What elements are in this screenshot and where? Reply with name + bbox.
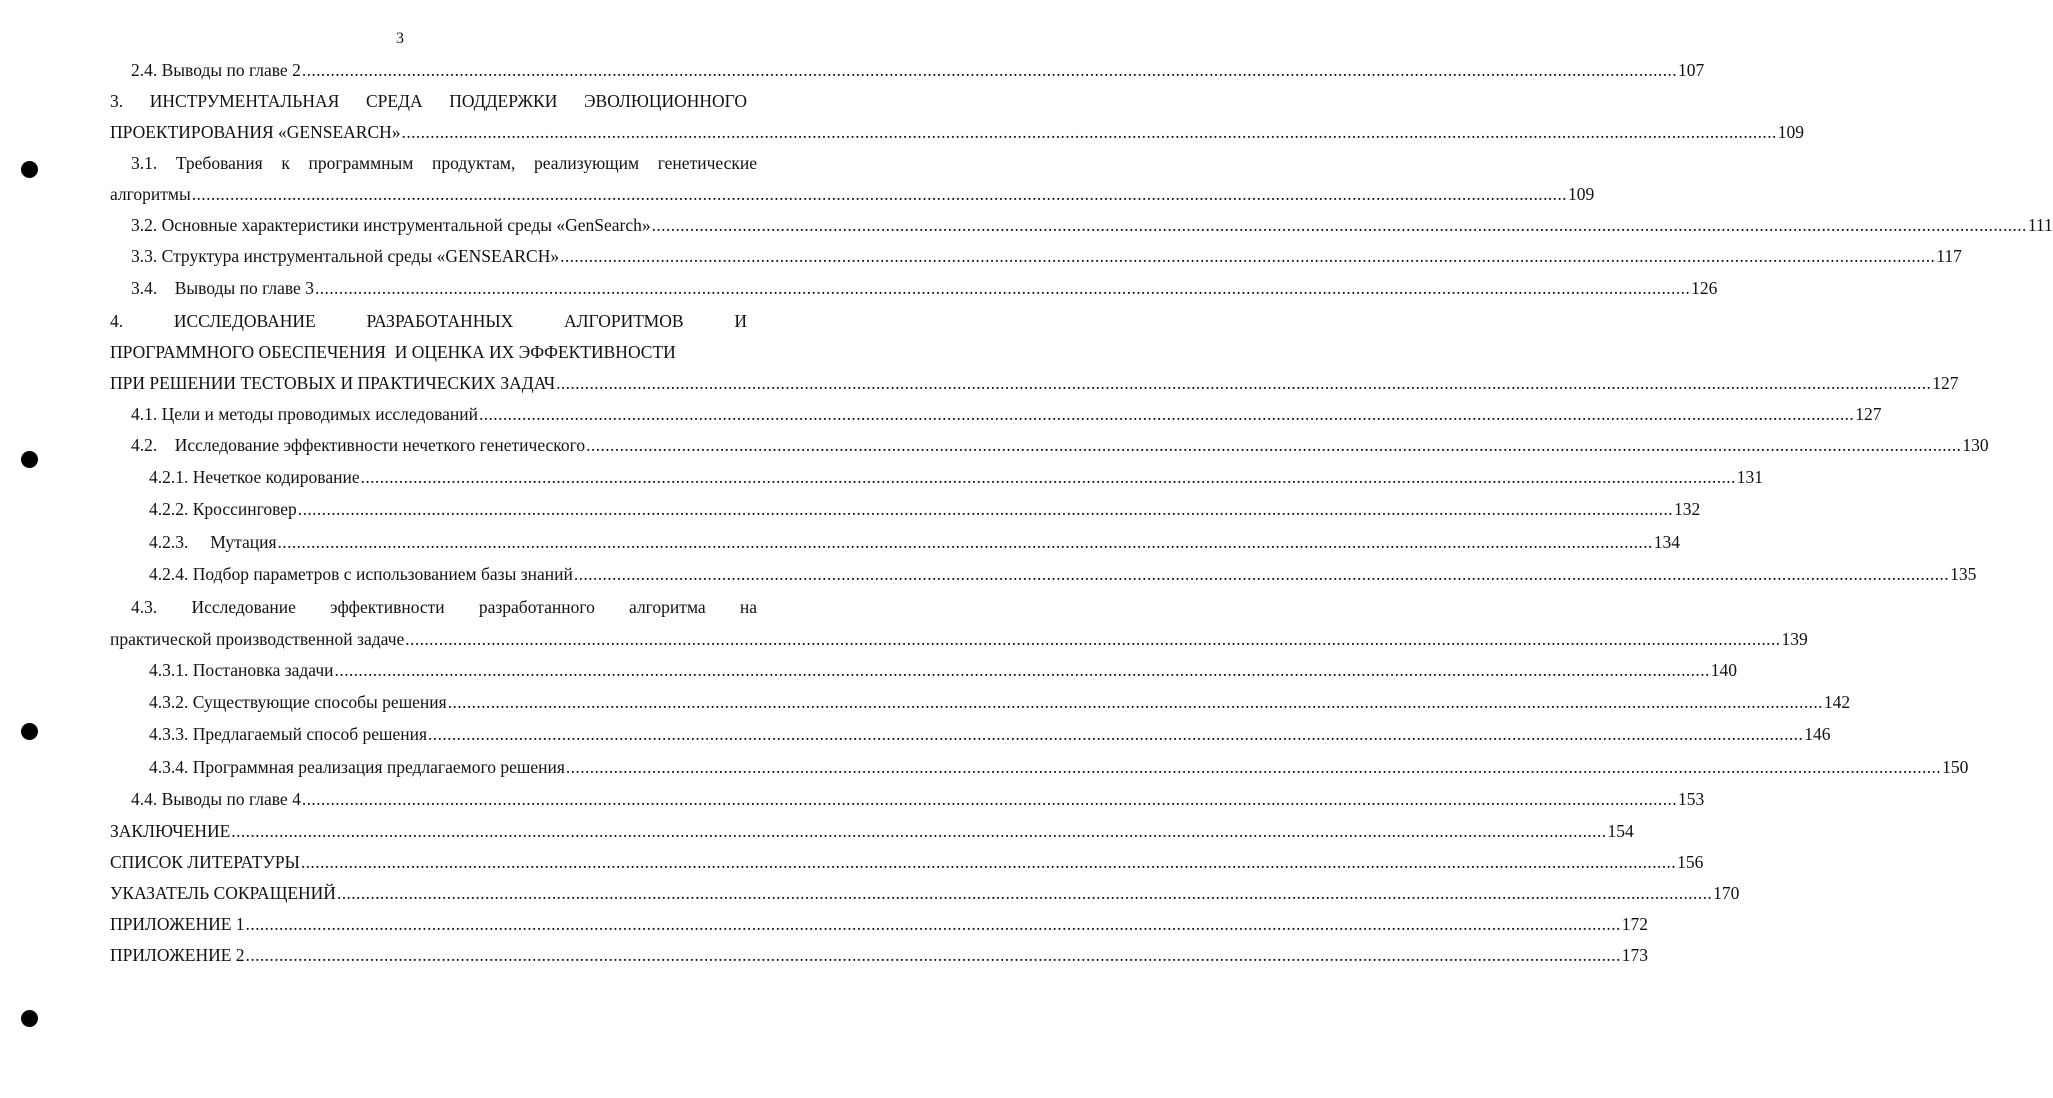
dot-leader [315,275,1690,301]
dot-leader [652,212,2027,238]
toc-entry-page: 132 [1674,499,1701,519]
toc-entry-number: 4.4. [131,789,158,809]
toc-entry-word: И [734,311,747,331]
toc-entry-title: Структура инструментальной среды «GENSEARCH» [161,246,560,266]
toc-entry-number: 4.3.4. [149,757,189,777]
toc-entry-title: Постановка задачи [192,660,334,680]
toc-entry-title: ПРОГРАММНОГО ОБЕСПЕЧЕНИЯ И ОЦЕНКА ИХ ЭФФЕКТИВНОСТИ [110,342,676,362]
toc-entry-page: 107 [1678,60,1705,80]
dot-leader [335,657,1710,683]
toc-entry [110,119,1804,145]
toc-entry-title: ПРИЛОЖЕНИЕ 2 [110,945,245,965]
toc-entry-page: 134 [1653,532,1680,552]
toc-entry-title: ПРОЕКТИРОВАНИЯ «GENSEARCH» [110,122,401,142]
toc-entry [149,496,1701,522]
toc-entry-number: 4.2.2. [149,499,189,519]
toc-entry-word: Требования [175,153,263,173]
toc-entry-word: к [281,153,290,173]
toc-entry-title: Мутация [210,532,277,552]
toc-entry-title: ПРИЛОЖЕНИЕ 1 [110,914,245,934]
dot-leader [556,370,1931,396]
toc-entry-word: Исследование [191,597,296,617]
toc-entry-word: разработанного [478,597,595,617]
toc-entry-page: 127 [1932,373,1959,393]
dot-leader [405,626,1780,652]
toc-entry-title: Нечеткое кодирование [192,467,360,487]
toc-entry-title: ПРИ РЕШЕНИИ ТЕСТОВЫХ И ПРАКТИЧЕСКИХ ЗАДАЧ [110,373,556,393]
toc-entry-title: Кроссинговер [192,499,297,519]
toc-entry-page: 131 [1736,467,1764,487]
toc-entry [149,529,1680,555]
toc-entry-page: 142 [1823,692,1851,712]
toc-entry-page: 130 [1962,435,1989,455]
dot-leader [574,561,1949,587]
dot-leader [428,721,1803,747]
toc-entry-word: генетические [657,153,757,173]
toc-entry [149,721,1831,747]
toc-entry-page: 154 [1607,821,1634,841]
toc-entry-word: реализующим [534,153,640,173]
toc-entry-word: ПОДДЕРЖКИ [449,91,558,111]
dot-leader [448,689,1823,715]
toc-entry-line [110,88,747,114]
toc-entry [149,464,1764,490]
toc-entry-title: практической производственной задаче [110,629,405,649]
toc-entry-number: 3.2. [131,215,158,235]
toc-entry-number: 3.4. [131,278,158,298]
toc-entry [131,432,1989,458]
toc-entry [110,181,1595,207]
dot-leader [479,401,1854,427]
toc-entry-title: Программная реализация предлагаемого решения [192,757,565,777]
toc-entry-word: эффективности [330,597,445,617]
toc-entry-title: Цели и методы проводимых исследований [161,404,478,424]
toc-entry [149,561,1977,587]
dot-leader [586,432,1961,458]
toc-entry-page: 146 [1804,724,1831,744]
toc-entry-number: 4.2. [131,435,158,455]
toc-entry-title: ЗАКЛЮЧЕНИЕ [110,821,231,841]
toc-entry-word: на [739,597,757,617]
toc-entry [131,243,1962,269]
toc-entry-number: 3. [110,91,124,111]
dot-leader [337,880,1712,906]
toc-entry [131,212,2053,238]
toc-entry-page: 172 [1621,914,1648,934]
toc-entry-title: Выводы по главе 4 [161,789,301,809]
toc-entry [131,275,1718,301]
toc-entry-number: 4.2.1. [149,467,189,487]
toc-entry-number: 4.3. [131,597,158,617]
dot-leader [402,119,1777,145]
toc-entry-page: 139 [1781,629,1808,649]
toc-entry-title: Исследование эффективности нечеткого генетического [174,435,586,455]
toc-entry-title: Предлагаемый способ решения [192,724,428,744]
toc-entry-page: 135 [1950,564,1977,584]
toc-entry [110,880,1740,906]
binder-hole [21,723,38,740]
toc-entry-title: Основные характеристики инструментальной среды «GenSearch» [161,215,651,235]
toc-entry-word: ЭВОЛЮЦИОННОГО [583,91,747,111]
dot-leader [278,529,1653,555]
toc-entry-word: ИССЛЕДОВАНИЕ [173,311,316,331]
toc-entry-number: 3.1. [131,153,158,173]
toc-entry-page: 156 [1677,852,1704,872]
dot-leader [192,181,1567,207]
toc-entry-page: 150 [1942,757,1969,777]
toc-entry [131,401,1882,427]
toc-entry [149,657,1737,683]
toc-entry-word: программным [308,153,414,173]
toc-entry-word: ИНСТРУМЕНТАЛЬНАЯ [149,91,340,111]
dot-leader [566,754,1941,780]
toc-entry [110,849,1704,875]
toc-entry-number: 3.3. [131,246,158,266]
dot-leader [301,849,1676,875]
toc-entry [149,754,1969,780]
dot-leader [246,942,1621,968]
toc-entry-word: продуктам, [432,153,516,173]
dot-leader [361,464,1736,490]
binder-hole [21,451,38,468]
toc-entry-line [131,150,757,176]
toc-entry-title: алгоритмы [110,184,191,204]
binder-hole [21,161,38,178]
dot-leader [560,243,1935,269]
toc-entry-number: 4.3.1. [149,660,189,680]
toc-entry-page: 126 [1691,278,1718,298]
toc-entry [110,942,1648,968]
toc-entry-line [131,594,757,620]
toc-entry-page: 117 [1936,246,1962,266]
toc-entry [110,370,1959,396]
toc-entry-number: 4.3.3. [149,724,189,744]
dot-leader [298,496,1673,522]
toc-entry-title: СПИСОК ЛИТЕРАТУРЫ [110,852,300,872]
toc-entry-page: 109 [1777,122,1804,142]
dot-leader [231,818,1606,844]
toc-entry-page: 111 [2027,215,2053,235]
toc-entry-page: 153 [1678,789,1705,809]
toc-entry-word: СРЕДА [365,91,423,111]
toc-entry-page: 140 [1710,660,1737,680]
toc-entry-number: 4.2.3. [149,532,189,552]
toc-entry-number: 2.4. [131,60,158,80]
toc-entry-title: Выводы по главе 3 [174,278,314,298]
toc-entry-line [110,339,759,365]
toc-entry-number: 4.2.4. [149,564,189,584]
toc-entry [131,57,1705,83]
toc-entry [131,786,1705,812]
toc-entry-word: АЛГОРИТМОВ [564,311,684,331]
toc-entry-title: УКАЗАТЕЛЬ СОКРАЩЕНИЙ [110,883,336,903]
toc-entry-page: 170 [1713,883,1740,903]
toc-entry [110,818,1634,844]
binder-hole [21,1010,38,1027]
toc-entry-page: 109 [1567,184,1595,204]
toc-entry-page: 173 [1621,945,1648,965]
page-number: 3 [396,30,404,47]
toc-entry [149,689,1851,715]
toc-entry-page: 127 [1855,404,1882,424]
toc-entry-title: Выводы по главе 2 [161,60,301,80]
toc-entry-number: 4. [110,311,124,331]
toc-entry [110,626,1808,652]
dot-leader [302,57,1677,83]
dot-leader [246,911,1621,937]
toc-entry-word: РАЗРАБОТАННЫХ [366,311,514,331]
toc-entry-line [110,308,747,334]
toc-entry-word: алгоритма [629,597,706,617]
dot-leader [302,786,1677,812]
toc-entry-number: 4.1. [131,404,158,424]
toc-entry-title: Подбор параметров с использованием базы знаний [192,564,573,584]
toc-entry-title: Существующие способы решения [192,692,447,712]
toc-entry [110,911,1648,937]
toc-entry-number: 4.3.2. [149,692,189,712]
